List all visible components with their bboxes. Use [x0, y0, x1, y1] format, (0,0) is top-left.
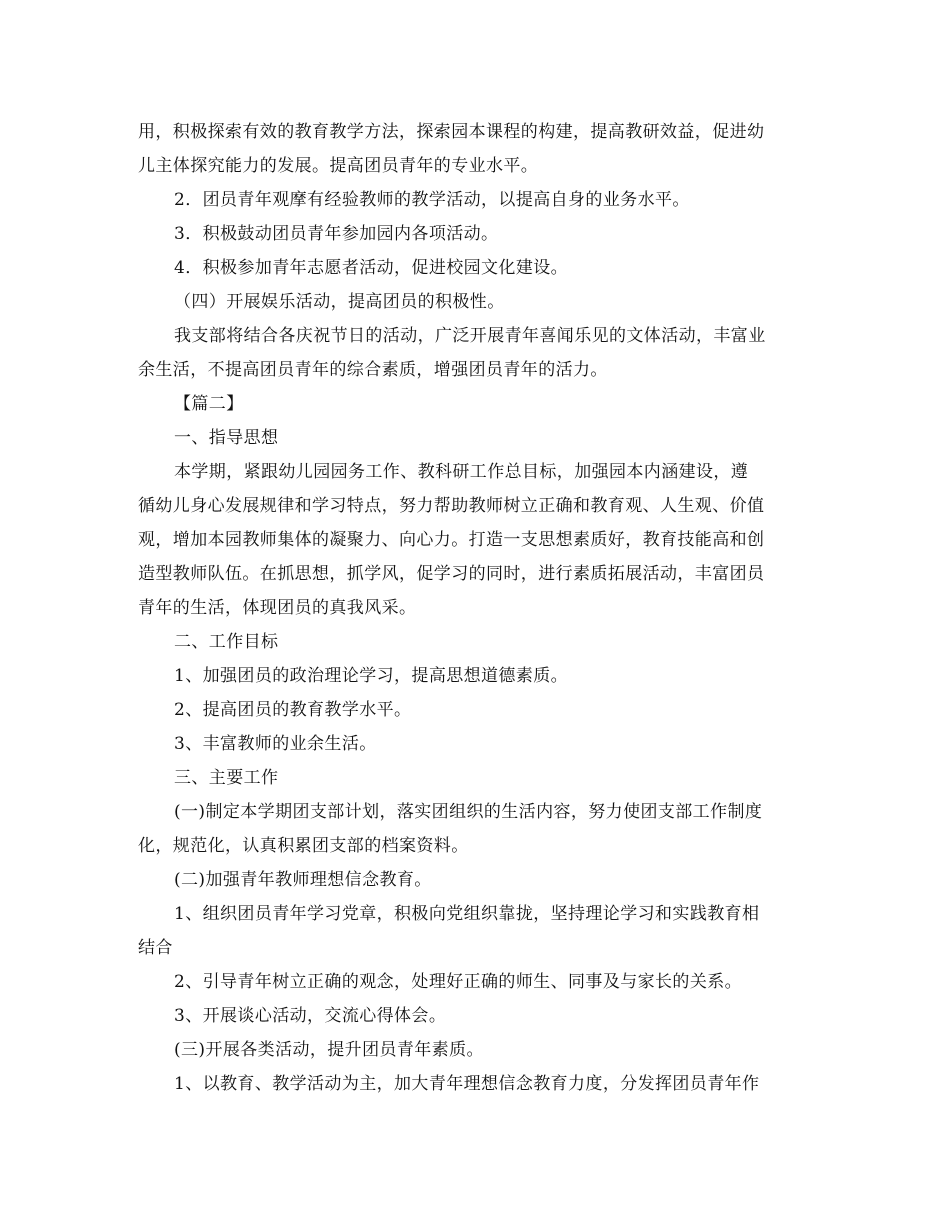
text-line: 观，增加本园教师集体的凝聚力、向心力。打造一支思想素质好，教育技能高和创: [138, 530, 765, 550]
text-line: 化，规范化，认真积累团支部的档案资料。: [138, 836, 469, 856]
text-line: 2、引导青年树立正确的观念，处理好正确的师生、同事及与家长的关系。: [174, 972, 743, 992]
text-line: 二、工作目标: [174, 632, 279, 652]
text-line: （四）开展娱乐活动，提高团员的积极性。: [174, 292, 505, 312]
text-line: 3、开展谈心活动，交流心得体会。: [174, 1006, 447, 1026]
text-line: 4．积极参加青年志愿者活动，促进校园文化建设。: [174, 258, 569, 278]
text-line: 3．积极鼓动团员青年参加园内各项活动。: [174, 224, 499, 244]
text-line: 1、加强团员的政治理论学习，提高思想道德素质。: [174, 666, 569, 686]
document-body: [138, 115, 818, 1101]
text-line: 2、提高团员的教育教学水平。: [174, 700, 412, 720]
text-line: 结合: [138, 938, 173, 958]
text-line: 本学期，紧跟幼儿园园务工作、教科研工作总目标，加强园本内涵建设，遵: [174, 462, 749, 482]
text-line: (二)加强青年教师理想信念教育。: [174, 870, 432, 890]
text-line: 2．团员青年观摩有经验教师的教学活动，以提高自身的业务水平。: [174, 190, 690, 210]
text-line: 青年的生活，体现团员的真我风采。: [138, 598, 417, 618]
text-line: 1、组织团员青年学习党章，积极向党组织靠拢，坚持理论学习和实践教育相: [174, 904, 760, 924]
text-line: 1、以教育、教学活动为主，加大青年理想信念教育力度，分发挥团员青年作: [174, 1074, 760, 1094]
text-line: 我支部将结合各庆祝节日的活动，广泛开展青年喜闻乐见的文体活动，丰富业: [174, 326, 766, 346]
text-line: 造型教师队伍。在抓思想，抓学风，促学习的同时，进行素质拓展活动，丰富团员: [138, 564, 765, 584]
text-line: 【篇二】: [174, 394, 244, 414]
text-line: 三、主要工作: [174, 768, 279, 788]
text-line: (一)制定本学期团支部计划，落实团组织的生活内容，努力使团支部工作制度: [174, 802, 763, 822]
text-line: (三)开展各类活动，提升团员青年素质。: [174, 1040, 484, 1060]
text-line: 余生活，不提高团员青年的综合素质，增强团员青年的活力。: [138, 360, 608, 380]
text-line: 一、指导思想: [174, 428, 279, 448]
text-line: 儿主体探究能力的发展。提高团员青年的专业水平。: [138, 156, 539, 176]
text-line: 用，积极探索有效的教育教学方法，探索园本课程的构建，提高教研效益，促进幼: [138, 122, 765, 142]
text-line: 3、丰富教师的业余生活。: [174, 734, 377, 754]
text-line: 循幼儿身心发展规律和学习特点，努力帮助教师树立正确和教育观、人生观、价值: [138, 496, 765, 516]
